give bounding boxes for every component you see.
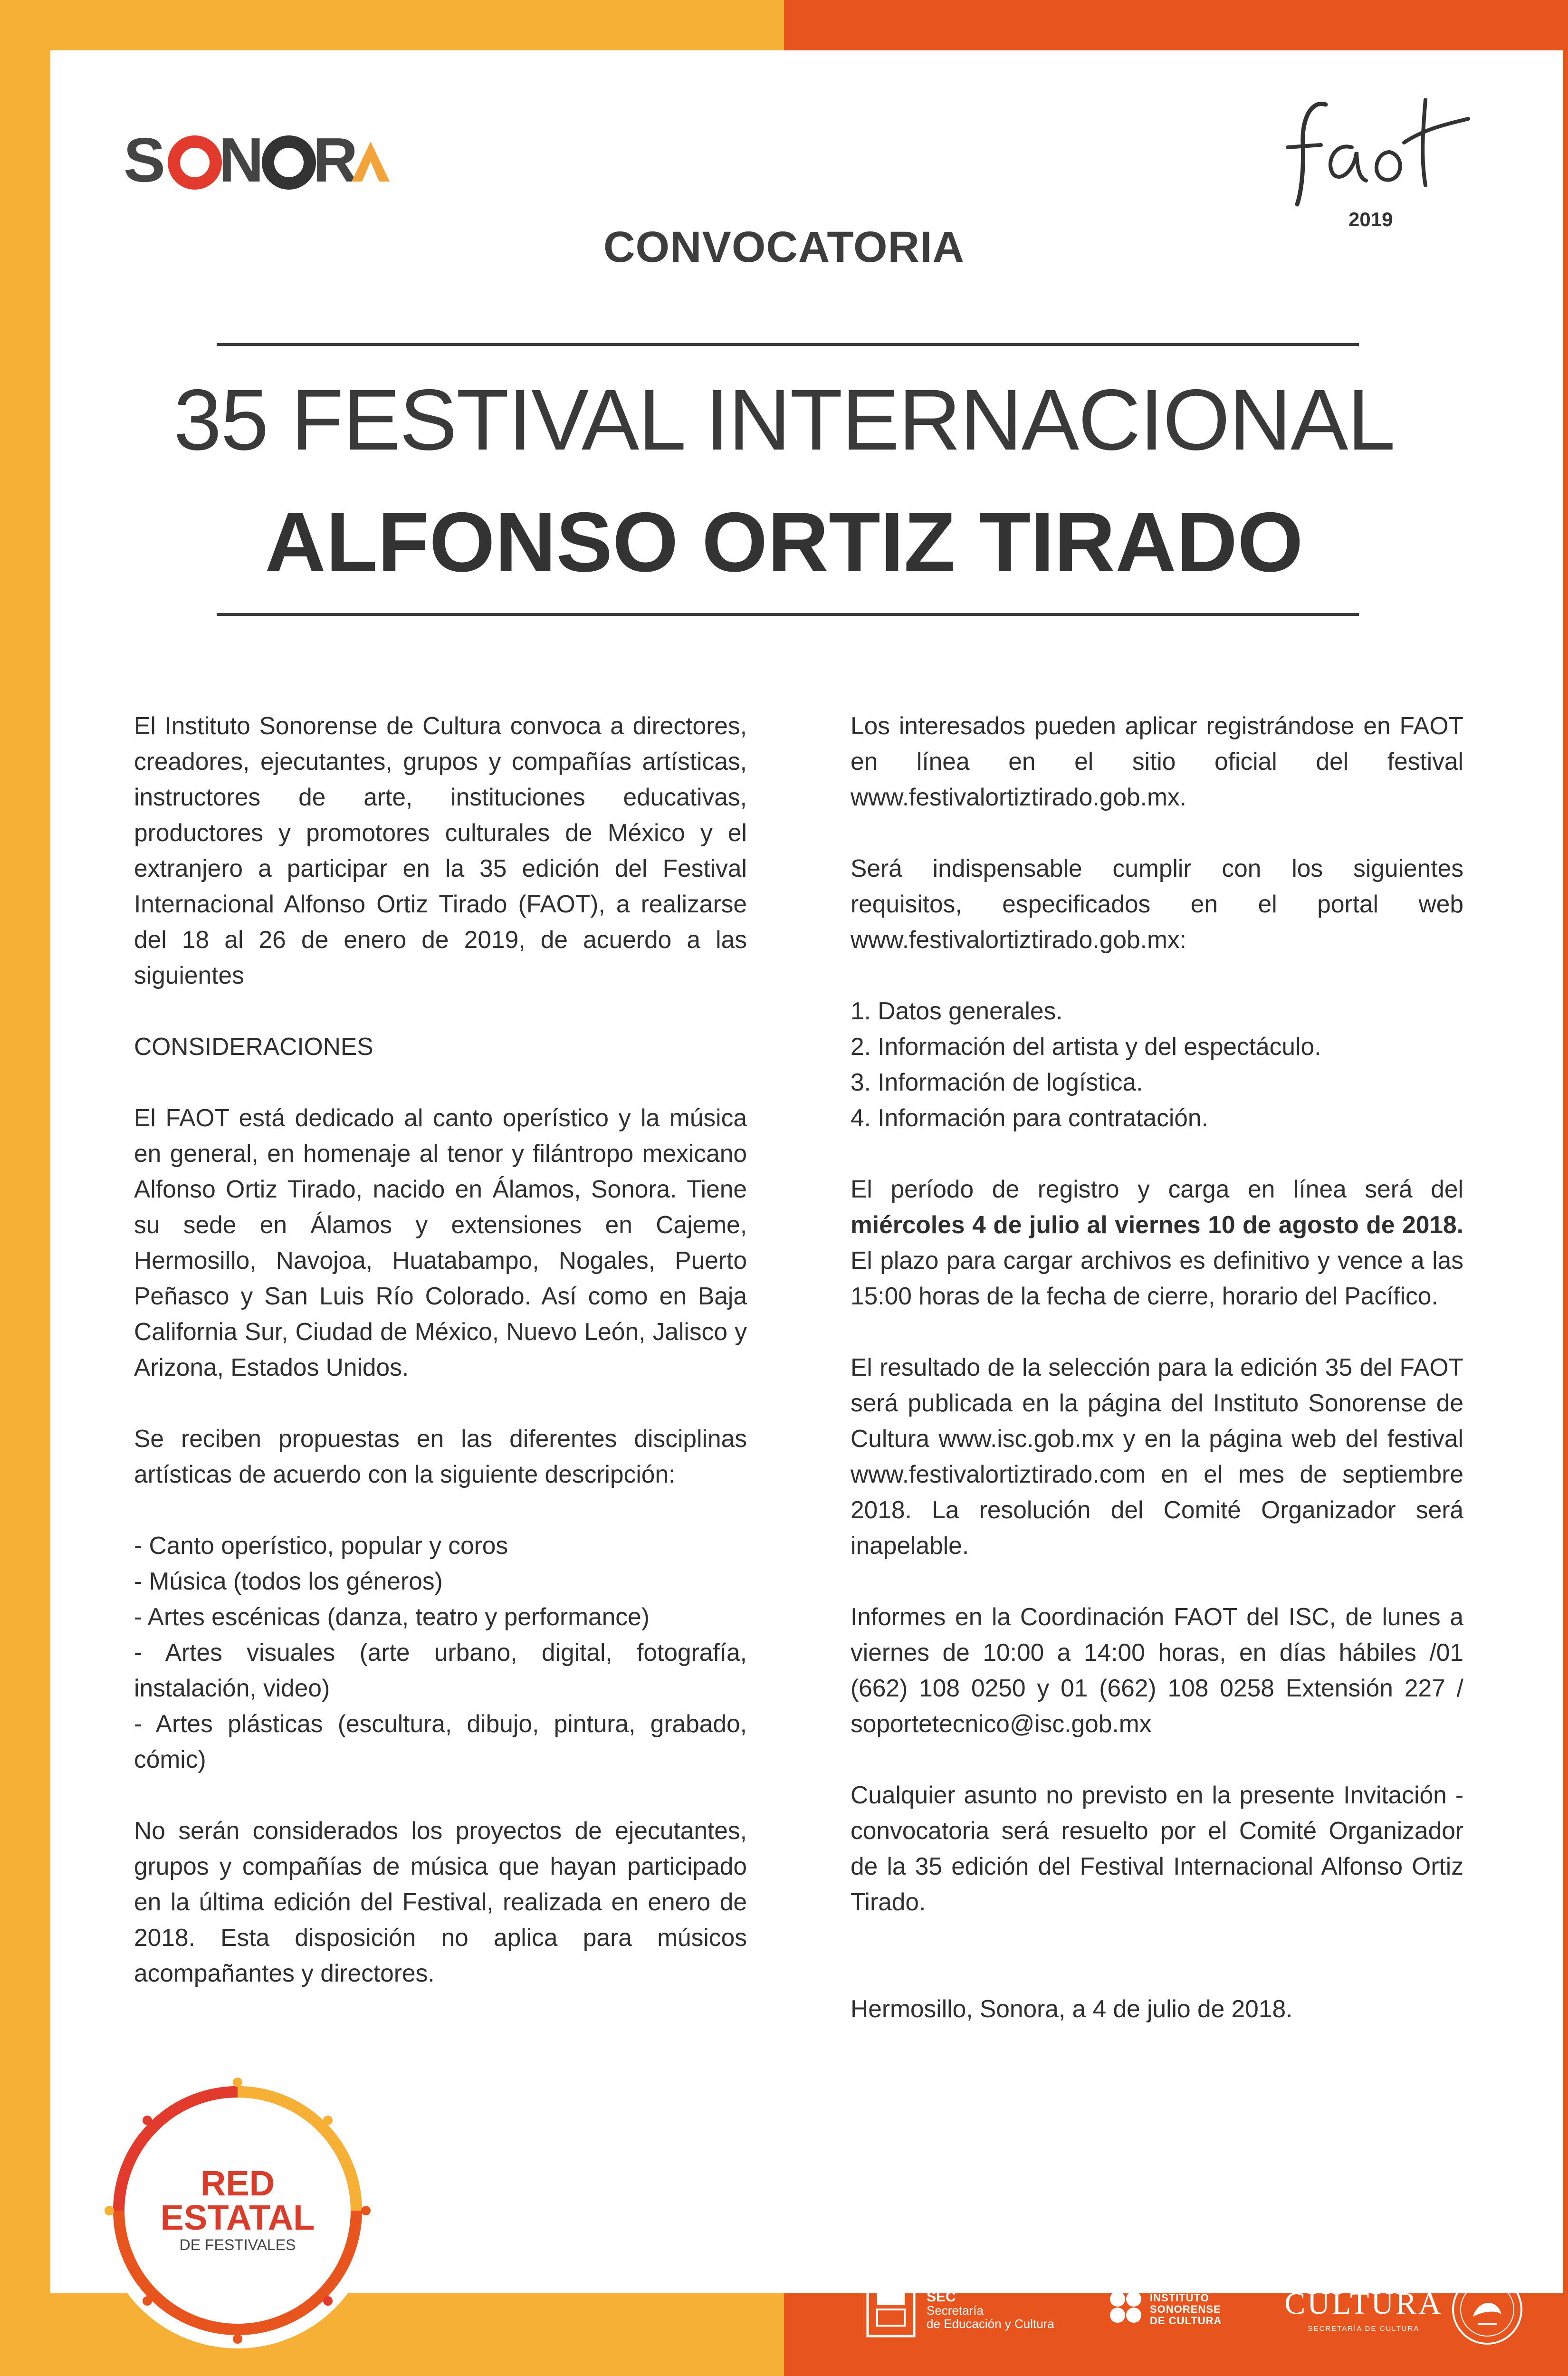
footer-logos	[865, 2271, 1549, 2357]
period-dates: miércoles 4 de julio al viernes 10 de agosto de 2018.	[851, 1211, 1463, 1238]
title-line-1: 35 FESTIVAL INTERNACIONAL	[173, 371, 1395, 468]
list-item: - Artes plásticas (escultura, dibujo, pintura, grabado, cómic)	[134, 1710, 747, 1773]
disciplines-intro: Se reciben propuestas en las diferentes disciplinas artísticas de acuerdo con la siguiente descripción:	[134, 1425, 747, 1488]
list-item: 2. Información del artista y del espectáculo.	[851, 1033, 1321, 1060]
badge-line-1: RED	[200, 2164, 275, 2203]
list-item: - Canto operístico, popular y coros	[134, 1532, 508, 1559]
requirements-list	[851, 993, 1463, 1136]
list-item: - Artes escénicas (danza, teatro y performance)	[134, 1603, 650, 1630]
list-item: 4. Información para contratación.	[851, 1104, 1208, 1131]
isc-line-1: INSTITUTO	[1150, 2292, 1209, 2304]
unforeseen-paragraph: Cualquier asunto no previsto en la presente Invitación - convocatoria será resuelto por el Comité Organizador de la 35 edición del Festival Internacional Alfonso Ortiz Tirado.	[851, 1781, 1463, 1916]
red-estatal-badge	[95, 2068, 380, 2353]
sec-line-1: Secretaría	[927, 2303, 984, 2318]
cultura-subtitle: SECRETARÍA DE CULTURA	[1308, 2325, 1420, 2333]
title-rule-top	[217, 343, 1359, 346]
info-paragraph: Informes en la Coordinación FAOT del ISC, de lunes a viernes de 10:00 a 14:00 horas, en días hábiles /01 (662) 108 0250 y 01 (662) 108 0258 Extensión 227 / soportetecnico@isc.gob.mx	[851, 1603, 1463, 1737]
svg-text:R: R	[313, 128, 355, 195]
period-text-before: El período de registro y carga en línea será del	[851, 1175, 1463, 1203]
right-column	[851, 708, 1463, 2062]
signature-line: Hermosillo, Sonora, a 4 de julio de 2018.	[851, 1995, 1293, 2022]
faot-logo-mark	[1269, 90, 1478, 214]
badge-text	[95, 2164, 380, 2254]
disciplines-list	[134, 1528, 747, 1777]
intro-paragraph: El Instituto Sonorense de Cultura convoca a directores, creadores, ejecutantes, grupos y compañías artísticas, instructores de arte, instituciones educativas, productores y promotores culturales de México y el extranjero a participar en la 35 edición del Festival Internacional Alfonso Ortiz Tirado (FAOT), a realizarse del 18 al 26 de enero de 2019, de acuerdo a las siguientes	[134, 712, 747, 989]
sonora-logo-mark	[124, 128, 390, 195]
svg-text:S: S	[124, 128, 163, 195]
title-line-2: ALFONSO ORTIZ TIRADO	[265, 495, 1303, 589]
sec-abbr: SEC	[927, 2289, 956, 2305]
results-paragraph: El resultado de la selección para la edición 35 del FAOT será publicada en la página del Instituto Sonorense de Cultura www.isc.gob.mx y en la página web del festival www.festivalortiztirado.com en el mes de septiembre 2018. La resolución del Comité Organizador será inapelable.	[851, 1353, 1463, 1559]
sonora-logo	[124, 128, 390, 209]
period-text-after: El plazo para cargar archivos es definitivo y vence a las 15:00 horas de la fecha de cierre, horario del Pacífico.	[851, 1246, 1463, 1310]
isc-line-3: DE CULTURA	[1150, 2315, 1222, 2327]
list-item: 3. Información de logística.	[851, 1068, 1143, 1096]
sec-line-2: de Educación y Cultura	[927, 2317, 1054, 2331]
sec-logo	[865, 2271, 1055, 2345]
mexico-seal	[1449, 2271, 1525, 2350]
page-heading: CONVOCATORIA	[603, 223, 965, 271]
eagle-seal-icon	[1449, 2271, 1525, 2347]
isc-line-2: SONORENSE	[1150, 2303, 1221, 2315]
list-item: - Música (todos los géneros)	[134, 1567, 443, 1595]
about-paragraph: El FAOT está dedicado al canto operístico y la música en general, en homenaje al tenor y filántropo mexicano Alfonso Ortiz Tirado, nacido en Álamos, Sonora. Tiene su sede en Álamos y extensiones en Cajeme, Hermosillo, Navojoa, Huatabampo, Nogales, Puerto Peñasco y San Luis Río Colorado. Así como en Baja California Sur, Ciudad de México, Nuevo León, Jalisco y Arizona, Estados Unidos.	[134, 1104, 747, 1381]
list-item: 1. Datos generales.	[851, 997, 1063, 1025]
left-column	[134, 708, 747, 2027]
requirements-intro: Será indispensable cumplir con los siguientes requisitos, especificados en el portal web www.festivalortiztirado.gob.mx:	[851, 854, 1463, 953]
sec-emblem-icon	[865, 2271, 917, 2343]
list-item: - Artes visuales (arte urbano, digital, fotografía, instalación, video)	[134, 1638, 747, 1702]
considerations-heading: CONSIDERACIONES	[134, 1033, 373, 1060]
cultura-text: CULTURA	[1284, 2286, 1443, 2321]
isc-text	[1150, 2292, 1222, 2327]
title-rule-bottom	[217, 613, 1359, 616]
faot-year: 2019	[1348, 208, 1393, 230]
badge-line-2: ESTATAL	[160, 2198, 315, 2237]
svg-text:N: N	[219, 128, 261, 195]
apply-paragraph: Los interesados pueden aplicar registrándose en FAOT en línea en el sitio oficial del festival www.festivalortiztirado.gob.mx.	[851, 712, 1463, 811]
isc-emblem-icon	[1107, 2271, 1145, 2343]
period-paragraph	[851, 1171, 1463, 1314]
sec-text	[927, 2290, 1054, 2330]
exclusion-paragraph: No serán considerados los proyectos de ejecutantes, grupos y compañías de música que hayan participado en la última edición del Festival, realizada en enero de 2018. Esta disposición no aplica para músicos acompañantes y directores.	[134, 1817, 747, 1987]
badge-line-3: DE FESTIVALES	[179, 2236, 296, 2253]
isc-logo	[1107, 2271, 1278, 2345]
